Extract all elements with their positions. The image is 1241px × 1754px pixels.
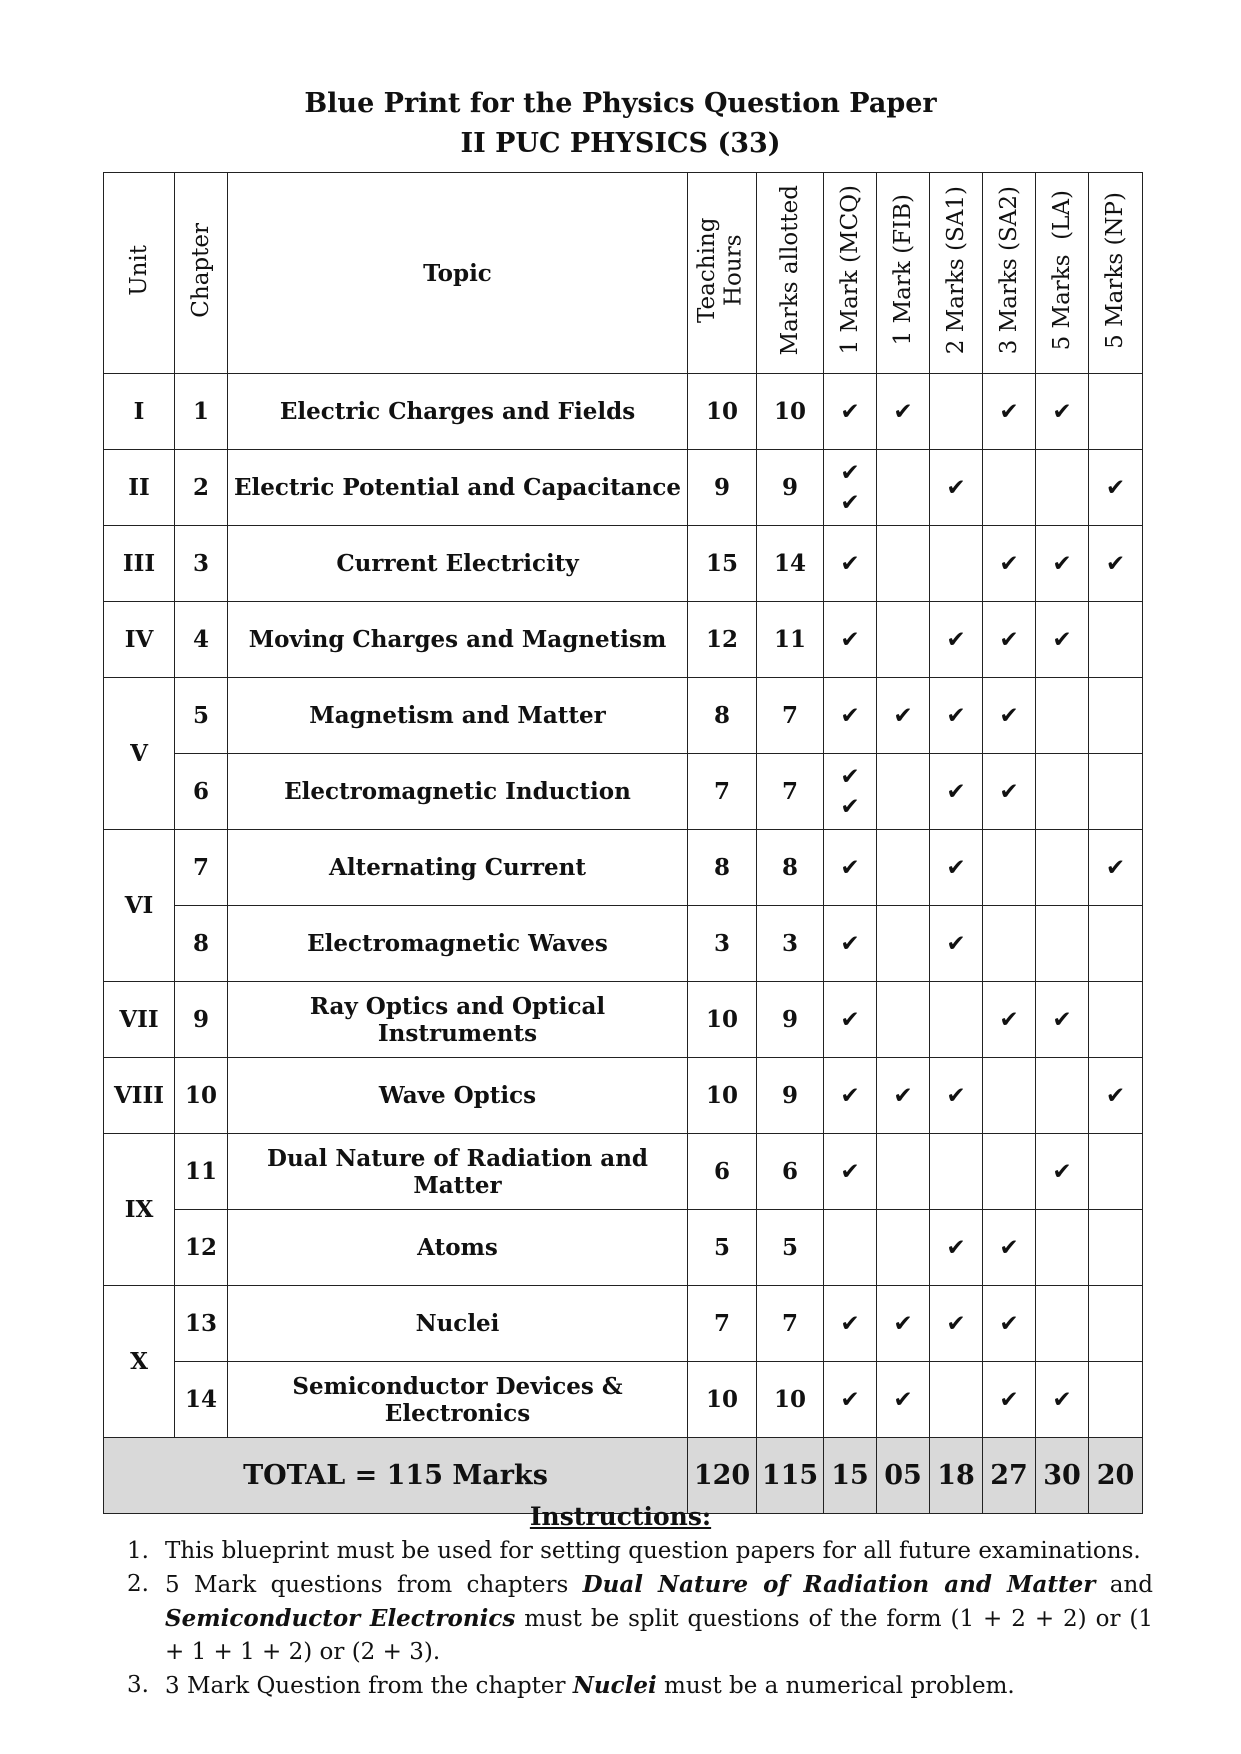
mcq-cell: [824, 1286, 877, 1362]
check-mark-icon: ✔: [1105, 1082, 1126, 1109]
np-cell: [1089, 906, 1143, 982]
sa2-cell: [983, 754, 1036, 830]
sa1-cell: [930, 906, 983, 982]
check-mark-icon: ✔: [946, 1234, 966, 1261]
teaching-hours-cell: 10: [688, 982, 757, 1058]
sa2-cell: [983, 906, 1036, 982]
check-mark-icon: ✔: [840, 1158, 860, 1185]
check-mark-icon: ✔: [946, 778, 966, 805]
sa1-cell: [930, 1134, 983, 1210]
table-row: [104, 1058, 1143, 1134]
check-mark-icon: ✔: [946, 930, 966, 957]
check-mark-icon: ✔: [840, 793, 860, 820]
fib-cell: [877, 982, 930, 1058]
instruction-emphasis: Semiconductor Electronics: [165, 1605, 516, 1632]
check-mark-icon: ✔: [999, 1234, 1019, 1261]
table-row: [104, 602, 1143, 678]
check-mark-icon: ✔: [999, 1006, 1019, 1033]
sa1-cell: [930, 1210, 983, 1286]
fib-cell: [877, 678, 930, 754]
topic-cell: Wave Optics: [228, 1058, 688, 1134]
mcq-cell: [824, 982, 877, 1058]
mcq-cell: [824, 1210, 877, 1286]
check-mark-icon: ✔: [999, 1386, 1019, 1413]
sa2-cell: [983, 1058, 1036, 1134]
total-fib: 05: [877, 1438, 930, 1514]
instructions-heading: Instructions:: [529, 1502, 712, 1531]
instructions-list: [0, 1535, 1241, 1703]
table-body: [104, 374, 1143, 1438]
total-hours: 120: [688, 1438, 757, 1514]
chapter-number: 9: [175, 982, 228, 1058]
fib-cell: [877, 906, 930, 982]
header-la: 5 Marks (LA): [1036, 173, 1089, 374]
check-mark-icon: ✔: [840, 930, 860, 957]
check-mark-icon: ✔: [840, 1006, 860, 1033]
topic-cell: Electromagnetic Induction: [228, 754, 688, 830]
check-mark-icon: ✔: [999, 1310, 1019, 1337]
la-cell: [1036, 1134, 1089, 1210]
instruction-text: This blueprint must be used for setting question papers for all future examinations.: [165, 1538, 1141, 1564]
chapter-number: 10: [175, 1058, 228, 1134]
mcq-cell: [824, 754, 877, 830]
check-mark-icon: ✔: [999, 626, 1019, 653]
marks-allotted-cell: 7: [757, 1286, 824, 1362]
instructions-section: [0, 1502, 1241, 1703]
header-fib: 1 Mark (FIB): [877, 173, 930, 374]
topic-cell: Moving Charges and Magnetism: [228, 602, 688, 678]
sa1-cell: [930, 1058, 983, 1134]
sa2-cell: [983, 1210, 1036, 1286]
unit-cell: V: [104, 678, 175, 830]
np-cell: [1089, 1134, 1143, 1210]
total-marks: 115: [757, 1438, 824, 1514]
total-label: TOTAL = 115 Marks: [104, 1438, 688, 1514]
instruction-item: [127, 1535, 1153, 1568]
table-row: [104, 754, 1143, 830]
instruction-text: 3 Mark Question from the chapter: [165, 1673, 573, 1699]
mcq-cell: [824, 830, 877, 906]
header-chapter: Chapter: [175, 173, 228, 374]
np-cell: [1089, 1210, 1143, 1286]
total-sa2: 27: [983, 1438, 1036, 1514]
check-mark-icon: ✔: [840, 489, 860, 516]
la-cell: [1036, 1286, 1089, 1362]
table-row: [104, 982, 1143, 1058]
total-sa1: 18: [930, 1438, 983, 1514]
fib-cell: [877, 1134, 930, 1210]
mcq-cell: [824, 602, 877, 678]
chapter-number: 6: [175, 754, 228, 830]
instruction-number: 1.: [127, 1538, 149, 1564]
check-mark-icon: ✔: [946, 1082, 966, 1109]
check-mark-icon: ✔: [1052, 1386, 1072, 1413]
header-np: 5 Marks (NP): [1089, 173, 1143, 374]
check-mark-icon: ✔: [893, 398, 913, 425]
la-cell: [1036, 450, 1089, 526]
fib-cell: [877, 1362, 930, 1438]
teaching-hours-cell: 6: [688, 1134, 757, 1210]
check-mark-icon: ✔: [946, 702, 966, 729]
teaching-hours-cell: 10: [688, 1058, 757, 1134]
np-cell: [1089, 678, 1143, 754]
topic-cell: Ray Optics and Optical Instruments: [228, 982, 688, 1058]
la-cell: [1036, 678, 1089, 754]
la-cell: [1036, 906, 1089, 982]
marks-allotted-cell: 3: [757, 906, 824, 982]
sa1-cell: [930, 982, 983, 1058]
instruction-emphasis: Dual Nature of Radiation and Matter: [582, 1571, 1096, 1598]
sa1-cell: [930, 754, 983, 830]
table-row: [104, 374, 1143, 450]
np-cell: [1089, 830, 1143, 906]
instruction-text: must be a numerical problem.: [656, 1673, 1015, 1699]
sa1-cell: [930, 374, 983, 450]
la-cell: [1036, 1210, 1089, 1286]
instruction-text: and: [1095, 1572, 1153, 1598]
la-cell: [1036, 830, 1089, 906]
topic-cell: Current Electricity: [228, 526, 688, 602]
check-mark-icon: ✔: [840, 459, 860, 486]
check-mark-icon: ✔: [840, 1082, 860, 1109]
check-mark-icon: ✔: [840, 398, 860, 425]
check-mark-icon: ✔: [840, 763, 860, 790]
teaching-hours-cell: 9: [688, 450, 757, 526]
fib-cell: [877, 830, 930, 906]
header-sa2: 3 Marks (SA2): [983, 173, 1036, 374]
mcq-cell: [824, 374, 877, 450]
fib-cell: [877, 602, 930, 678]
unit-cell: I: [104, 374, 175, 450]
instruction-emphasis: Nuclei: [572, 1672, 657, 1699]
sa1-cell: [930, 526, 983, 602]
topic-cell: Electromagnetic Waves: [228, 906, 688, 982]
check-mark-icon: ✔: [840, 550, 860, 577]
teaching-hours-cell: 15: [688, 526, 757, 602]
mcq-cell: [824, 1058, 877, 1134]
sa1-cell: [930, 450, 983, 526]
check-mark-icon: ✔: [840, 854, 860, 881]
check-mark-icon: ✔: [946, 1310, 966, 1337]
sa2-cell: [983, 982, 1036, 1058]
np-cell: [1089, 1286, 1143, 1362]
check-mark-icon: ✔: [999, 778, 1019, 805]
topic-cell: Alternating Current: [228, 830, 688, 906]
check-mark-icon: ✔: [1052, 1006, 1072, 1033]
page-title: Blue Print for the Physics Question Paper: [304, 88, 937, 119]
unit-cell: IX: [104, 1134, 175, 1286]
check-mark-icon: ✔: [840, 626, 860, 653]
check-mark-icon: ✔: [946, 854, 966, 881]
chapter-number: 2: [175, 450, 228, 526]
table-row: [104, 526, 1143, 602]
table-row: [104, 830, 1143, 906]
teaching-hours-cell: 5: [688, 1210, 757, 1286]
marks-allotted-cell: 9: [757, 450, 824, 526]
np-cell: [1089, 450, 1143, 526]
table-row: [104, 1286, 1143, 1362]
instruction-text: 5 Mark questions from chapters: [165, 1572, 583, 1598]
chapter-number: 13: [175, 1286, 228, 1362]
mcq-cell: [824, 450, 877, 526]
mcq-cell: [824, 1362, 877, 1438]
sa1-cell: [930, 830, 983, 906]
fib-cell: [877, 1210, 930, 1286]
topic-cell: Nuclei: [228, 1286, 688, 1362]
check-mark-icon: ✔: [893, 1082, 913, 1109]
np-cell: [1089, 754, 1143, 830]
la-cell: [1036, 982, 1089, 1058]
blueprint-table: [103, 172, 1143, 1514]
check-mark-icon: ✔: [999, 550, 1019, 577]
fib-cell: [877, 1058, 930, 1134]
fib-cell: [877, 1286, 930, 1362]
marks-allotted-cell: 6: [757, 1134, 824, 1210]
marks-allotted-cell: 11: [757, 602, 824, 678]
chapter-number: 14: [175, 1362, 228, 1438]
chapter-number: 11: [175, 1134, 228, 1210]
teaching-hours-cell: 8: [688, 678, 757, 754]
la-cell: [1036, 526, 1089, 602]
fib-cell: [877, 450, 930, 526]
chapter-number: 1: [175, 374, 228, 450]
teaching-hours-cell: 8: [688, 830, 757, 906]
check-mark-icon: ✔: [893, 702, 913, 729]
np-cell: [1089, 982, 1143, 1058]
unit-cell: II: [104, 450, 175, 526]
fib-cell: [877, 526, 930, 602]
la-cell: [1036, 1058, 1089, 1134]
sa2-cell: [983, 1134, 1036, 1210]
header-unit: Unit: [104, 173, 175, 374]
header-teaching-hours: Teaching Hours: [688, 173, 757, 374]
unit-cell: VII: [104, 982, 175, 1058]
sa2-cell: [983, 678, 1036, 754]
teaching-hours-cell: 10: [688, 374, 757, 450]
header-topic: Topic: [228, 173, 688, 374]
check-mark-icon: ✔: [1052, 398, 1072, 425]
header-sa1: 2 Marks (SA1): [930, 173, 983, 374]
teaching-hours-cell: 7: [688, 1286, 757, 1362]
sa2-cell: [983, 602, 1036, 678]
np-cell: [1089, 526, 1143, 602]
marks-allotted-cell: 9: [757, 982, 824, 1058]
chapter-number: 5: [175, 678, 228, 754]
mcq-cell: [824, 678, 877, 754]
la-cell: [1036, 374, 1089, 450]
instruction-text: must be split questions of the form (1 + 2 + 2) or (1 + 1 + 1 + 2) or (2 + 3).: [165, 1606, 1153, 1665]
unit-cell: III: [104, 526, 175, 602]
check-mark-icon: ✔: [893, 1386, 913, 1413]
chapter-number: 12: [175, 1210, 228, 1286]
header-row: [104, 173, 1143, 374]
instruction-number: 3.: [127, 1672, 149, 1698]
marks-allotted-cell: 7: [757, 754, 824, 830]
np-cell: [1089, 1058, 1143, 1134]
topic-cell: Atoms: [228, 1210, 688, 1286]
sa2-cell: [983, 526, 1036, 602]
sa2-cell: [983, 374, 1036, 450]
topic-cell: Electric Charges and Fields: [228, 374, 688, 450]
check-mark-icon: ✔: [840, 1310, 860, 1337]
mcq-cell: [824, 526, 877, 602]
table-row: [104, 450, 1143, 526]
table-row: [104, 678, 1143, 754]
mcq-cell: [824, 1134, 877, 1210]
teaching-hours-cell: 7: [688, 754, 757, 830]
check-mark-icon: ✔: [946, 626, 966, 653]
chapter-number: 8: [175, 906, 228, 982]
table-row: [104, 906, 1143, 982]
check-mark-icon: ✔: [1105, 854, 1126, 881]
topic-cell: Semiconductor Devices & Electronics: [228, 1362, 688, 1438]
chapter-number: 7: [175, 830, 228, 906]
unit-cell: IV: [104, 602, 175, 678]
unit-cell: VIII: [104, 1058, 175, 1134]
np-cell: [1089, 1362, 1143, 1438]
np-cell: [1089, 602, 1143, 678]
sa1-cell: [930, 1362, 983, 1438]
sa2-cell: [983, 1362, 1036, 1438]
unit-cell: X: [104, 1286, 175, 1438]
check-mark-icon: ✔: [840, 702, 860, 729]
instruction-item: [127, 1669, 1153, 1703]
page-subtitle: II PUC PHYSICS (33): [460, 128, 781, 159]
check-mark-icon: ✔: [840, 1386, 860, 1413]
topic-cell: Magnetism and Matter: [228, 678, 688, 754]
la-cell: [1036, 602, 1089, 678]
teaching-hours-cell: 10: [688, 1362, 757, 1438]
sa1-cell: [930, 602, 983, 678]
check-mark-icon: ✔: [1052, 626, 1072, 653]
instruction-item: [127, 1568, 1153, 1669]
sa2-cell: [983, 450, 1036, 526]
check-mark-icon: ✔: [999, 398, 1019, 425]
check-mark-icon: ✔: [1052, 550, 1072, 577]
fib-cell: [877, 374, 930, 450]
sa2-cell: [983, 830, 1036, 906]
check-mark-icon: ✔: [946, 474, 966, 501]
header-marks-allotted: Marks allotted: [757, 173, 824, 374]
total-la: 30: [1036, 1438, 1089, 1514]
check-mark-icon: ✔: [893, 1310, 913, 1337]
marks-allotted-cell: 7: [757, 678, 824, 754]
instruction-number: 2.: [127, 1571, 149, 1597]
topic-cell: Electric Potential and Capacitance: [228, 450, 688, 526]
header-mcq: 1 Mark (MCQ): [824, 173, 877, 374]
chapter-number: 4: [175, 602, 228, 678]
check-mark-icon: ✔: [1105, 474, 1126, 501]
np-cell: [1089, 374, 1143, 450]
chapter-number: 3: [175, 526, 228, 602]
teaching-hours-cell: 3: [688, 906, 757, 982]
marks-allotted-cell: 8: [757, 830, 824, 906]
marks-allotted-cell: 10: [757, 374, 824, 450]
marks-allotted-cell: 9: [757, 1058, 824, 1134]
check-mark-icon: ✔: [1105, 550, 1126, 577]
total-np: 20: [1089, 1438, 1143, 1514]
sa1-cell: [930, 678, 983, 754]
fib-cell: [877, 754, 930, 830]
marks-allotted-cell: 5: [757, 1210, 824, 1286]
teaching-hours-cell: 12: [688, 602, 757, 678]
check-mark-icon: ✔: [999, 702, 1019, 729]
marks-allotted-cell: 10: [757, 1362, 824, 1438]
mcq-cell: [824, 906, 877, 982]
topic-cell: Dual Nature of Radiation and Matter: [228, 1134, 688, 1210]
sa1-cell: [930, 1286, 983, 1362]
table-row: [104, 1134, 1143, 1210]
table-row: [104, 1210, 1143, 1286]
la-cell: [1036, 754, 1089, 830]
check-mark-icon: ✔: [1052, 1158, 1072, 1185]
marks-allotted-cell: 14: [757, 526, 824, 602]
table-row: [104, 1362, 1143, 1438]
la-cell: [1036, 1362, 1089, 1438]
unit-cell: VI: [104, 830, 175, 982]
total-mcq: 15: [824, 1438, 877, 1514]
sa2-cell: [983, 1286, 1036, 1362]
